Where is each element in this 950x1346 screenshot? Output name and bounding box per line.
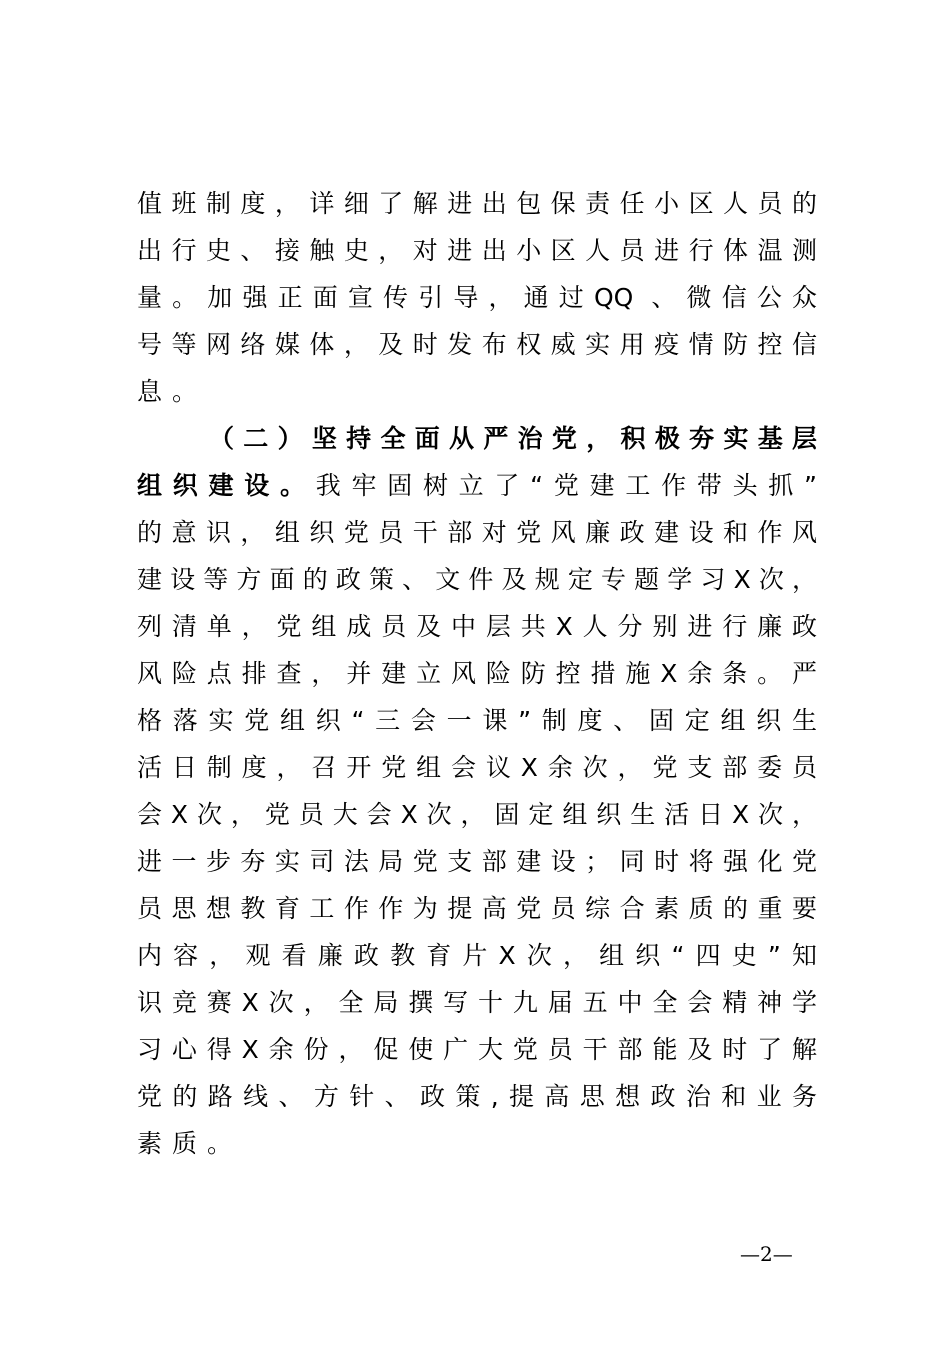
section-heading: （二）坚持全面从严治党，积极夯实基层 (209, 424, 817, 453)
text-line: 识竞赛X次，全局撰写十九届五中全会精神学 (137, 988, 817, 1017)
text-line: 格落实党组织“三会一课”制度、固定组织生 (137, 706, 817, 735)
text-line: 量。加强正面宣传引导，通过QQ 、微信公众 (137, 283, 817, 312)
section-heading-end: 组织建设。 (137, 471, 316, 500)
page-number: —2— (740, 1242, 793, 1266)
text-line: 号等网络媒体，及时发布权威实用疫情防控信 (137, 330, 817, 359)
text-line: 习心得X余份，促使广大党员干部能及时了解 (137, 1035, 817, 1064)
text-line: 党的路线、方针、政策,提高思想政治和业务 (137, 1082, 817, 1111)
text-line: 员思想教育工作作为提高党员综合素质的重要 (137, 894, 817, 923)
text-line: 内容，观看廉政教育片X次，组织“四史”知 (137, 941, 817, 970)
text-line: 建设等方面的政策、文件及规定专题学习X次， (137, 565, 817, 594)
text-line: 列清单，党组成员及中层共X人分别进行廉政 (137, 612, 817, 641)
body-text (137, 180, 817, 1167)
text-line: 活日制度，召开党组会议X余次，党支部委员 (137, 753, 817, 782)
text-line: 出行史、接触史，对进出小区人员进行体温测 (137, 236, 817, 265)
text-line: 进一步夯实司法局党支部建设；同时将强化党 (137, 847, 817, 876)
text-line: 风险点排查，并建立风险防控措施X余条。严 (137, 659, 817, 688)
text-line: 值班制度，详细了解进出包保责任小区人员的 (137, 189, 817, 218)
text-line: 的意识，组织党员干部对党风廉政建设和作风 (137, 518, 817, 547)
text-line: 会X次，党员大会X次，固定组织生活日X次， (137, 800, 817, 829)
section-text: 我牢固树立了“党建工作带头抓” (315, 471, 817, 500)
text-line: 息。 (137, 377, 208, 406)
text-line: 素质。 (137, 1129, 243, 1158)
text-line (137, 462, 817, 509)
